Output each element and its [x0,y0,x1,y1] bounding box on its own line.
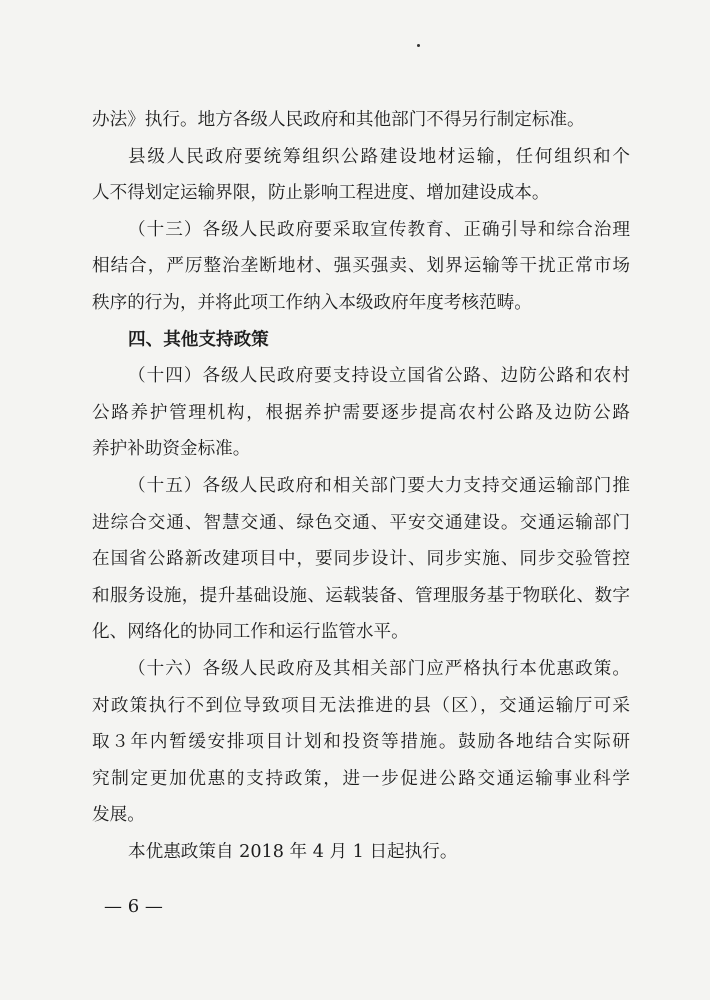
paragraph-line: 养护补助资金标准。 [92,439,251,460]
paragraph-line: 本优惠政策自 2018 年 4 月 1 日起执行。 [128,841,458,862]
document-body [92,102,630,870]
section-heading: 四、其他支持政策 [128,328,269,350]
paragraph-line: 取３年内暂缓安排项目计划和投资等措施。鼓励各地结合实际研 [92,732,630,753]
paragraph-line: （十五）各级人民政府和相关部门要大力支持交通运输部门推 [128,475,630,496]
paragraph-line: 办法》执行。地方各级人民政府和其他部门不得另行制定标准。 [92,110,585,130]
paragraph-line: 进综合交通、智慧交通、绿色交通、平安交通建设。交通运输部门 [92,512,630,533]
page-number: — 6 — [104,896,163,917]
paragraph-line: 和服务设施，提升基础设施、运载装备、管理服务基于物联化、数字 [92,585,630,606]
paragraph-line: 在国省公路新改建项目中，要同步设计、同步实施、同步交验管控 [92,549,630,570]
paragraph-line: 相结合，严厉整治垄断地材、强买强卖、划界运输等干扰正常市场 [92,256,630,277]
paragraph-line: 究制定更加优惠的支持政策，进一步促进公路交通运输事业科学 [92,768,630,789]
paragraph-line: 公路养护管理机构，根据养护需要逐步提高农村公路及边防公路 [92,402,630,423]
paragraph-line: （十六）各级人民政府及其相关部门应严格执行本优惠政策。 [128,658,630,679]
paragraph-line: 化、网络化的协同工作和运行监管水平。 [92,622,409,643]
paragraph-line: （十三）各级人民政府要采取宣传教育、正确引导和综合治理 [128,219,630,240]
paragraph-line: 县级人民政府要统筹组织公路建设地材运输，任何组织和个 [128,146,630,167]
paragraph-line: （十四）各级人民政府要支持设立国省公路、边防公路和农村 [128,366,630,387]
paragraph-line: 发展。 [92,805,145,826]
paragraph-line: 对政策执行不到位导致项目无法推进的县（区），交通运输厅可采 [92,695,630,716]
paragraph-line: 秩序的行为，并将此项工作纳入本级政府年度考核范畴。 [92,292,532,313]
paragraph-line: 人不得划定运输界限，防止影响工程进度、增加建设成本。 [92,183,550,204]
scan-speck [417,44,420,47]
